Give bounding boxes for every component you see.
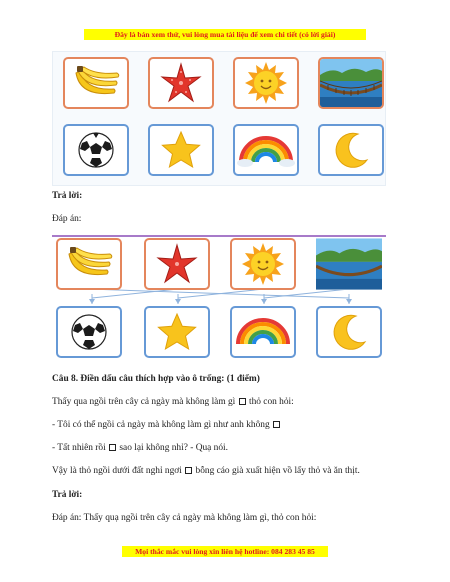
question-line-3-part-a: - Tất nhiên rồi	[52, 443, 106, 453]
preview-notice-banner: Đây là bản xem thử, vui lòng mua tài liệu để xem chi tiết (có lời giải)	[84, 29, 366, 40]
question-line-4-part-b: bỗng cáo già xuất hiện vồ lấy thỏ và ăn thịt.	[195, 466, 360, 476]
blank-box[interactable]	[273, 421, 280, 428]
starfish-card	[148, 57, 214, 109]
rainbow-card-answer	[230, 306, 296, 358]
star-icon	[160, 129, 202, 171]
sun-card-answer	[230, 238, 296, 290]
question-line-3	[52, 443, 228, 453]
matching-answer-diagram	[52, 238, 386, 363]
starfish-card-answer	[144, 238, 210, 290]
starfish-icon	[159, 61, 203, 105]
question-line-2-part-a: - Tôi có thể ngồi cả ngày mà không làm gì như anh không	[52, 420, 270, 430]
banana-icon	[63, 244, 115, 284]
starfish-icon	[155, 242, 199, 286]
question-line-1-part-b: thỏ con hỏi:	[248, 397, 294, 407]
question-line-4-part-a: Vậy là thỏ ngồi dưới đất nghỉ ngơi	[52, 466, 182, 476]
bridge-icon	[320, 59, 382, 107]
sun-icon	[243, 60, 289, 106]
banana-card	[63, 57, 129, 109]
question-line-4	[52, 466, 360, 476]
section-divider	[52, 235, 386, 237]
bridge-icon	[316, 238, 382, 290]
answer-label: Trả lời:	[52, 191, 83, 201]
banana-card-answer	[56, 238, 122, 290]
sun-card	[233, 57, 299, 109]
blank-box[interactable]	[239, 398, 246, 405]
rainbow-icon	[234, 314, 292, 350]
crescent-moon-icon	[331, 130, 371, 170]
rainbow-icon	[237, 132, 295, 168]
crescent-moon-card	[318, 124, 384, 176]
answer-label-2: Trả lời:	[52, 490, 83, 500]
question-line-3-part-b: sao lại không nhỉ? - Quạ nói.	[119, 443, 228, 453]
soccer-ball-card	[63, 124, 129, 176]
star-card-answer	[144, 306, 210, 358]
crescent-moon-icon	[329, 312, 369, 352]
blank-box[interactable]	[185, 467, 192, 474]
matching-exercise-panel	[52, 51, 386, 186]
rainbow-card	[233, 124, 299, 176]
question-line-2	[52, 420, 281, 430]
answer-text-2: Đáp án: Thấy quạ ngồi trên cây cả ngày mà không làm gì, thỏ con hỏi:	[52, 513, 317, 523]
bridge-card	[318, 57, 384, 109]
sun-icon	[240, 241, 286, 287]
banana-icon	[70, 63, 122, 103]
soccer-ball-card-answer	[56, 306, 122, 358]
question-8-title: Câu 8. Điền dấu câu thích hợp vào ô trống: (1 điểm)	[52, 374, 260, 384]
question-line-1	[52, 397, 294, 407]
star-icon	[156, 311, 198, 353]
answer-prefix: Đáp án:	[52, 214, 82, 224]
soccer-ball-icon	[76, 130, 116, 170]
question-line-1-part-a: Thấy qua ngồi trên cây cả ngày mà không làm gì	[52, 397, 236, 407]
blank-box[interactable]	[109, 444, 116, 451]
crescent-moon-card-answer	[316, 306, 382, 358]
bridge-card-answer	[316, 238, 382, 290]
star-card	[148, 124, 214, 176]
hotline-banner: Mọi thắc mắc vui lòng xin liên hệ hotline: 084 283 45 85	[122, 546, 328, 557]
soccer-ball-icon	[69, 312, 109, 352]
